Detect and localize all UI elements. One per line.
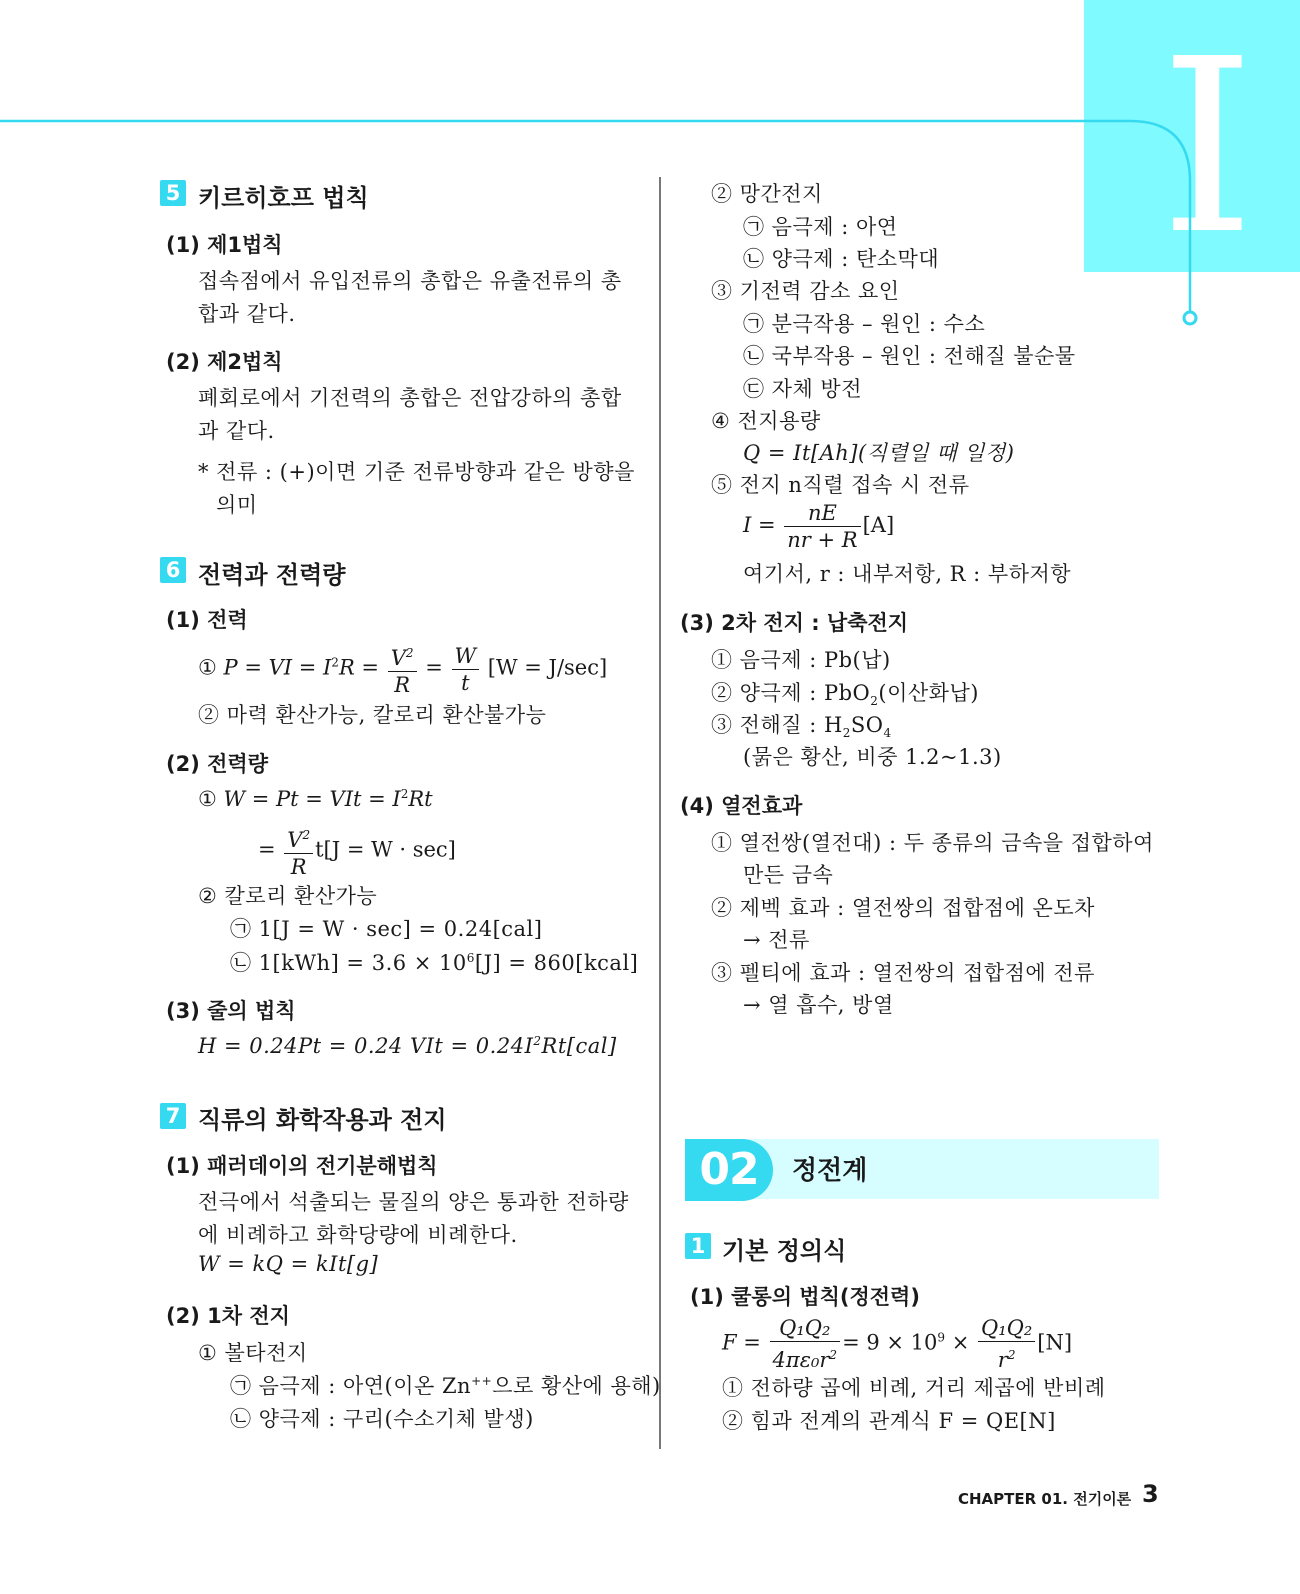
chapter-numeral: I — [1160, 7, 1255, 287]
list-subitem: ㉠ 분극작용 – 원인 : 수소 — [743, 312, 986, 336]
subsection-title: (3) 2차 전지 : 납축전지 — [680, 611, 909, 635]
body-text: → 열 흡수, 방열 — [743, 993, 894, 1017]
list-subitem: ㉡ 국부작용 – 원인 : 전해질 불순물 — [743, 344, 1076, 368]
formula-text: = — [258, 837, 276, 862]
section-title: 직류의 화학작용과 전지 — [198, 1106, 447, 1134]
fraction-num: Q₁Q₂ — [978, 1315, 1035, 1342]
list-item — [711, 677, 979, 708]
list-subitem: ㉢ 자체 방전 — [743, 377, 862, 401]
list-item: ② 칼로리 환산가능 — [198, 884, 378, 908]
fraction-den — [770, 1342, 841, 1373]
list-item: ② 망간전지 — [711, 182, 823, 206]
subsection-title: (2) 전력량 — [166, 752, 268, 776]
subsection-title: (1) 패러데이의 전기분해법칙 — [166, 1154, 438, 1178]
list-subitem: ㉠ 1[J = W · sec] = 0.24[cal] — [230, 917, 543, 941]
section-badge: 6 — [160, 557, 186, 583]
chapter-section-number: 02 — [685, 1139, 773, 1201]
fraction — [388, 640, 417, 698]
energy-formula-2 — [258, 822, 456, 880]
list-item: ① 음극제 : Pb(납) — [711, 648, 891, 672]
list-item: ① 볼타전지 — [198, 1341, 308, 1365]
formula-text: = — [425, 655, 443, 680]
formula-text: P = VI = I — [223, 655, 332, 680]
subsection-title: (3) 줄의 법칙 — [166, 999, 296, 1023]
subsection-title: (1) 전력 — [166, 608, 248, 632]
formula-text: ② 양극제 : PbO — [711, 681, 871, 705]
list-item: ③ 펠티에 효과 : 열전쌍의 접합점에 전류 — [711, 961, 1095, 985]
formula-text: t[J = W · sec] — [315, 837, 456, 862]
formula-text: R = — [338, 655, 380, 680]
fraction — [452, 643, 480, 696]
subsection-title: (2) 1차 전지 — [166, 1304, 290, 1328]
fraction-den: R — [394, 673, 411, 697]
formula-text: 으로 황산에 용해) — [492, 1374, 661, 1398]
fraction-num — [388, 640, 417, 672]
formula-sup: 9 — [937, 1330, 946, 1345]
fraction — [284, 822, 313, 880]
body-text: 전극에서 석출되는 물질의 양은 통과한 전하량 — [198, 1190, 629, 1214]
formula-text: SO — [850, 713, 884, 737]
fraction-num: W — [452, 643, 480, 670]
formula-sub: 2 — [870, 694, 879, 709]
joule-formula — [198, 1034, 617, 1058]
section-badge: 7 — [160, 1103, 186, 1129]
formula-sup: 2 — [405, 646, 414, 660]
body-text: 과 같다. — [198, 419, 275, 443]
list-item — [711, 709, 892, 740]
fraction-den: t — [461, 670, 470, 695]
section-title: 기본 정의식 — [722, 1237, 847, 1265]
body-text: 여기서, r : 내부저항, R : 부하저항 — [743, 562, 1072, 586]
formula-text: V — [287, 828, 303, 852]
list-subitem: ㉠ 음극제 : 아연 — [743, 215, 898, 239]
formula-text: ㉡ 1[kWh] = 3.6 × 10 — [230, 951, 467, 975]
formula-text: = 9 × 10 — [842, 1330, 938, 1355]
footer-chapter-label: CHAPTER 01. 전기이론 — [958, 1490, 1132, 1508]
series-formula — [743, 500, 894, 553]
list-subitem — [230, 1370, 661, 1400]
fraction-num: Q₁Q₂ — [770, 1315, 841, 1342]
formula-unit: [W = J/sec] — [487, 655, 608, 680]
body-text: 접속점에서 유입전류의 총합은 유출전류의 총 — [198, 269, 622, 293]
list-item: ② 마력 환산가능, 칼로리 환산불가능 — [198, 703, 547, 727]
list-item: ⑤ 전지 n직렬 접속 시 전류 — [711, 473, 970, 497]
formula-text: F = — [722, 1330, 761, 1355]
formula-text: 4πε₀r — [772, 1348, 830, 1372]
power-formula — [198, 640, 607, 698]
note-text: 의미 — [216, 493, 258, 517]
list-subitem: ㉡ 양극제 : 탄소막대 — [743, 247, 940, 271]
formula-text: [J] = 860[kcal] — [474, 951, 639, 975]
body-text: 에 비례하고 화학당량에 비례한다. — [198, 1223, 518, 1247]
item-marker: ① — [198, 655, 217, 680]
subsection-title: (2) 제2법칙 — [166, 350, 283, 374]
formula-text: ③ 전해질 : H — [711, 713, 843, 737]
page-number: 3 — [1142, 1480, 1159, 1508]
formula-text: H = 0.24Pt = 0.24 VIt = 0.24I — [198, 1034, 534, 1058]
subsection-title: (4) 열전효과 — [680, 794, 803, 818]
fraction — [784, 500, 860, 553]
formula-text: r — [997, 1348, 1008, 1372]
fraction-den — [978, 1342, 1035, 1373]
section-badge: 5 — [160, 180, 186, 206]
body-text: → 전류 — [743, 928, 810, 952]
subsection-title: (1) 쿨롱의 법칙(정전력) — [690, 1285, 920, 1309]
formula-sup: 2 — [829, 1348, 838, 1362]
section-badge: 1 — [685, 1233, 711, 1259]
formula-unit: [A] — [862, 513, 895, 537]
list-item: ② 힘과 전계의 관계식 F = QE[N] — [722, 1409, 1056, 1433]
fraction-den: R — [290, 855, 307, 879]
energy-formula — [198, 787, 433, 811]
formula-sup: 2 — [302, 828, 311, 842]
capacity-formula: Q = It[Ah](직렬일 때 일정) — [743, 441, 1015, 465]
fraction-den: nr + R — [787, 528, 858, 552]
formula-sup: 6 — [466, 951, 475, 965]
formula-sup: 2 — [400, 787, 409, 801]
faraday-formula: W = kQ = kIt[g] — [198, 1252, 379, 1276]
coulomb-formula — [722, 1315, 1072, 1373]
chapter-section-title: 정전계 — [792, 1156, 868, 1186]
column-divider — [659, 177, 661, 1449]
formula-sub: 2 — [842, 726, 851, 741]
body-text: 합과 같다. — [198, 302, 296, 326]
formula-sup: 2 — [533, 1034, 542, 1048]
list-item: ① 전하량 곱에 비례, 거리 제곱에 반비례 — [722, 1376, 1106, 1400]
list-subitem: ㉡ 양극제 : 구리(수소기체 발생) — [230, 1407, 534, 1431]
list-item: ③ 기전력 감소 요인 — [711, 279, 900, 303]
formula-text: (이산화납) — [878, 681, 979, 705]
header-rule-dot — [1184, 312, 1196, 324]
formula-text: ㉠ 음극제 : 아연(이온 Zn — [230, 1374, 472, 1398]
formula-sub: 4 — [883, 726, 892, 741]
note-text: * 전류 : (+)이면 기준 전류방향과 같은 방향을 — [198, 460, 635, 484]
section-title: 키르히호프 법칙 — [198, 184, 369, 212]
header-rule — [0, 0, 1300, 330]
formula-sup: 2 — [331, 655, 339, 670]
formula-text: Rt[cal] — [541, 1034, 617, 1058]
formula-unit: [N] — [1037, 1330, 1073, 1355]
section-title: 전력과 전력량 — [198, 561, 346, 589]
list-subitem — [230, 947, 638, 977]
body-text: 폐회로에서 기전력의 총합은 전압강하의 총합 — [198, 386, 622, 410]
formula-sup: 2 — [1007, 1348, 1016, 1362]
formula-text: V — [390, 646, 406, 670]
body-text: 만든 금속 — [743, 863, 834, 887]
subsection-title: (1) 제1법칙 — [166, 233, 283, 257]
formula-sup: ++ — [471, 1374, 493, 1388]
list-item: ① 열전쌍(열전대) : 두 종류의 금속을 접합하여 — [711, 831, 1154, 855]
fraction — [978, 1315, 1035, 1373]
fraction-num — [284, 822, 313, 854]
formula-text: × — [951, 1330, 970, 1355]
list-item: ④ 전지용량 — [711, 409, 821, 433]
formula-text: Rt — [408, 787, 433, 811]
formula-text: I = — [743, 513, 776, 537]
body-text: (묽은 황산, 비중 1.2~1.3) — [743, 745, 1002, 769]
list-item: ② 제벡 효과 : 열전쌍의 접합점에 온도차 — [711, 896, 1095, 920]
formula-text: W = Pt = VIt = I — [223, 787, 401, 811]
item-marker: ① — [198, 787, 217, 811]
fraction — [770, 1315, 841, 1373]
fraction-num: nE — [784, 500, 860, 527]
